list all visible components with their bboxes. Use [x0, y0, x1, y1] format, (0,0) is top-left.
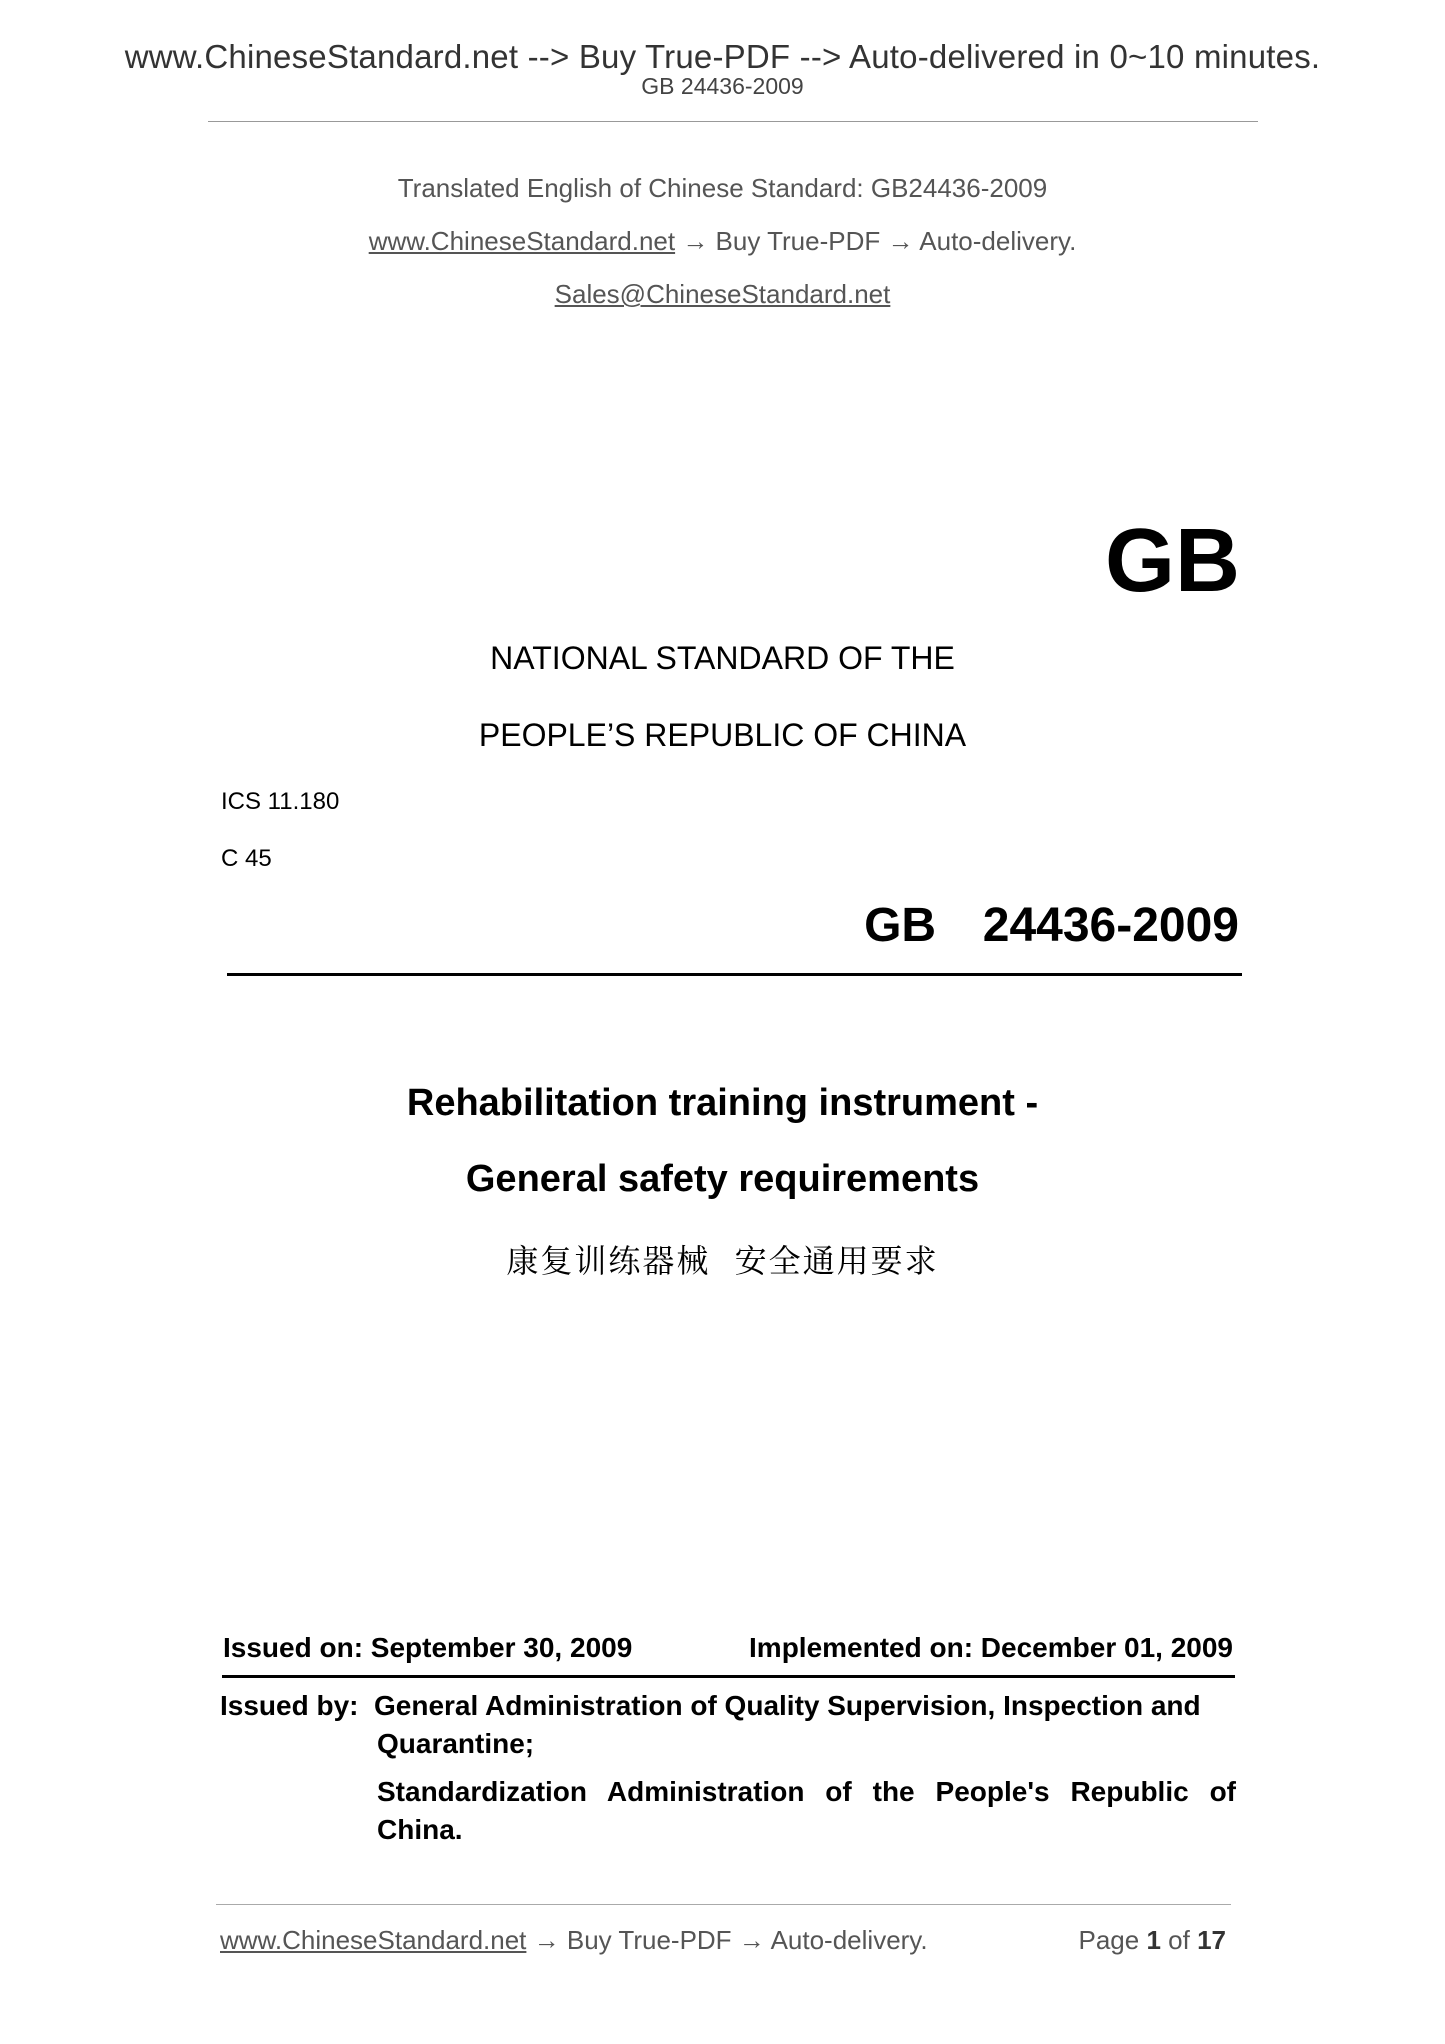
national-standard-line1: NATIONAL STANDARD OF THE: [490, 640, 955, 676]
footer-divider: [216, 1904, 1231, 1905]
page-label: Page: [1078, 1925, 1140, 1955]
footer-links-tail: → Buy True-PDF → Auto-delivery.: [526, 1925, 928, 1955]
sales-row: [0, 279, 1445, 310]
issued-on-date: Issued on: September 30, 2009: [223, 1632, 633, 1663]
issuer1-line1: General Administration of Quality Supervision, Inspection and: [374, 1690, 1201, 1721]
document-title-line1: Rehabilitation training instrument -: [406, 1082, 1039, 1124]
standard-number: GB 24436-2009: [864, 899, 1239, 952]
sales-email-link[interactable]: Sales@ChineseStandard.net: [554, 279, 891, 309]
links-tail: → Buy True-PDF → Auto-delivery.: [675, 226, 1077, 256]
dates-divider: [222, 1675, 1235, 1678]
document-title-chinese: 康复训练器械 安全通用要求: [506, 1242, 939, 1280]
implemented-on-date: Implemented on: December 01, 2009: [749, 1632, 1233, 1663]
page-total: 17: [1197, 1925, 1226, 1955]
document-title-line2: General safety requirements: [465, 1158, 980, 1200]
issued-by-label: Issued by:: [220, 1690, 359, 1721]
intro-links-row: [0, 226, 1445, 257]
site-link[interactable]: www.ChineseStandard.net: [368, 226, 676, 256]
ics-code: ICS 11.180: [221, 788, 340, 815]
standard-divider: [227, 973, 1242, 976]
issuer2-line2: China.: [377, 1814, 463, 1845]
page-number: [1078, 1925, 1226, 1956]
footer-links-row: [220, 1925, 928, 1956]
gb-mark: GB: [1105, 511, 1240, 611]
header-doc-code: GB 24436-2009: [641, 73, 804, 99]
header-divider: [208, 121, 1258, 122]
translated-title: Translated English of Chinese Standard: GB24436-2009: [397, 173, 1048, 203]
national-standard-line2: PEOPLE’S REPUBLIC OF CHINA: [478, 717, 967, 753]
footer-site-link[interactable]: www.ChineseStandard.net: [220, 1925, 527, 1955]
ccs-code: C 45: [221, 845, 272, 872]
page-of: of: [1168, 1925, 1190, 1955]
issuer1-line2: Quarantine;: [377, 1728, 535, 1759]
top-banner: www.ChineseStandard.net --> Buy True-PDF --> Auto-delivered in 0~10 minutes.: [124, 38, 1321, 75]
issuer2-line1: Standardization Administration of the People's Republic of: [377, 1776, 1236, 1807]
page-current: 1: [1146, 1925, 1161, 1955]
